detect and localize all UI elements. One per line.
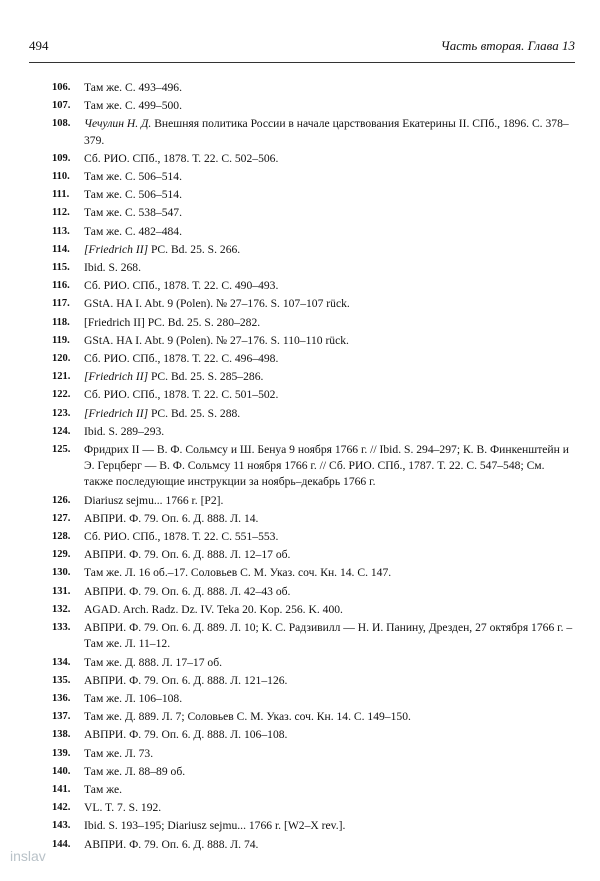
note-item xyxy=(52,387,576,403)
note-citation: GStA. HA I. Abt. 9 (Polen). № 27–176. S. 107–107 rück. xyxy=(84,297,350,311)
note-number: 119. xyxy=(52,334,70,346)
header-rule xyxy=(29,62,575,63)
note-item xyxy=(52,169,576,185)
note-item xyxy=(52,424,576,440)
note-number: 137. xyxy=(52,711,71,723)
note-text xyxy=(84,783,122,796)
note-author: [Friedrich II] xyxy=(84,242,149,256)
note-text xyxy=(84,225,182,238)
note-number: 128. xyxy=(52,531,71,543)
note-text xyxy=(84,334,349,347)
note-number: 107. xyxy=(52,100,71,112)
note-item xyxy=(52,673,576,689)
note-number: 138. xyxy=(52,729,71,741)
note-text xyxy=(84,425,164,438)
note-text xyxy=(84,261,141,274)
note-number: 106. xyxy=(52,82,71,93)
running-head: Часть вторая. Глава 13 xyxy=(440,38,575,53)
note-text xyxy=(84,747,153,760)
note-item xyxy=(52,837,576,853)
note-number: 114. xyxy=(52,243,70,255)
note-item xyxy=(52,709,576,725)
note-text xyxy=(84,585,290,598)
note-text xyxy=(84,99,182,112)
note-item xyxy=(52,782,576,798)
note-citation: АВПРИ. Ф. 79. Оп. 6. Д. 888. Л. 74. xyxy=(84,837,259,851)
note-item xyxy=(52,80,576,96)
notes-list xyxy=(52,80,576,855)
note-number: 144. xyxy=(52,838,71,850)
note-item xyxy=(52,187,576,203)
note-citation: Ibid. S. 193–195; Diariusz sejmu... 1766 r. [W2–X rev.]. xyxy=(84,819,346,833)
note-text xyxy=(84,279,278,292)
note-citation: [Friedrich II] PC. Bd. 25. S. 280–282. xyxy=(84,315,261,329)
note-citation: Там же. xyxy=(84,782,123,796)
note-number: 133. xyxy=(52,622,71,634)
note-author: [Friedrich II] xyxy=(84,406,149,420)
note-citation: Там же. Д. 888. Л. 17–17 об. xyxy=(84,655,223,669)
note-number: 115. xyxy=(52,262,70,274)
note-text xyxy=(84,443,569,488)
note-text xyxy=(84,352,278,365)
note-text xyxy=(84,530,278,543)
note-item xyxy=(52,529,576,545)
note-text xyxy=(84,152,278,165)
note-citation: Сб. РИО. СПб., 1878. Т. 22. С. 490–493. xyxy=(84,279,279,293)
note-item xyxy=(52,442,576,491)
note-citation: АВПРИ. Ф. 79. Оп. 6. Д. 888. Л. 106–108. xyxy=(84,728,288,742)
note-number: 108. xyxy=(52,118,71,130)
note-number: 142. xyxy=(52,802,71,814)
note-number: 139. xyxy=(52,747,71,759)
note-citation: АВПРИ. Ф. 79. Оп. 6. Д. 888. Л. 14. xyxy=(84,511,259,525)
note-citation: АВПРИ. Ф. 79. Оп. 6. Д. 888. Л. 42–43 об. xyxy=(84,584,291,598)
note-number: 116. xyxy=(52,280,70,292)
note-citation: PC. Bd. 25. S. 285–286. xyxy=(148,370,264,384)
note-citation: PC. Bd. 25. S. 266. xyxy=(148,242,241,256)
note-number: 132. xyxy=(52,603,71,615)
note-citation: Сб. РИО. СПб., 1878. Т. 22. С. 496–498. xyxy=(84,352,279,366)
note-text xyxy=(84,621,572,650)
note-citation: АВПРИ. Ф. 79. Оп. 6. Д. 888. Л. 121–126. xyxy=(84,673,288,687)
note-item xyxy=(52,351,576,367)
note-item xyxy=(52,547,576,563)
note-item xyxy=(52,746,576,762)
page-number: 494 xyxy=(29,38,49,53)
note-number: 135. xyxy=(52,674,71,686)
note-number: 124. xyxy=(52,425,71,437)
note-citation: Ibid. S. 289–293. xyxy=(84,424,165,438)
note-item xyxy=(52,333,576,349)
note-item xyxy=(52,602,576,618)
note-item xyxy=(52,620,576,652)
note-text xyxy=(84,710,411,723)
note-citation: Там же. С. 493–496. xyxy=(84,81,182,94)
note-item xyxy=(52,565,576,581)
note-text xyxy=(84,566,391,579)
note-citation: Там же. Л. 16 об.–17. Соловьев С. М. Указ. соч. Кн. 14. С. 147. xyxy=(84,566,392,580)
note-text xyxy=(84,170,182,183)
note-number: 122. xyxy=(52,389,71,401)
note-text xyxy=(84,838,258,851)
note-citation: Diariusz sejmu... 1766 r. [P2]. xyxy=(84,493,224,507)
note-citation: Ibid. S. 268. xyxy=(84,261,142,275)
note-citation: Внешняя политика России в начале царствования Екатерины II. СПб., 1896. С. 378–379. xyxy=(84,117,569,147)
note-citation: Там же. С. 538–547. xyxy=(84,206,182,220)
note-number: 143. xyxy=(52,820,71,832)
note-citation: АВПРИ. Ф. 79. Оп. 6. Д. 888. Л. 12–17 об. xyxy=(84,548,291,562)
note-citation: Сб. РИО. СПб., 1878. Т. 22. С. 502–506. xyxy=(84,151,279,165)
note-number: 113. xyxy=(52,225,70,237)
note-item xyxy=(52,242,576,258)
note-text xyxy=(84,243,240,256)
note-number: 123. xyxy=(52,407,71,419)
note-number: 121. xyxy=(52,371,71,383)
note-number: 112. xyxy=(52,207,70,219)
note-text xyxy=(84,674,287,687)
note-citation: Там же. Л. 106–108. xyxy=(84,691,183,705)
note-number: 136. xyxy=(52,692,71,704)
note-citation: PC. Bd. 25. S. 288. xyxy=(148,406,241,420)
note-item xyxy=(52,584,576,600)
note-text xyxy=(84,407,240,420)
note-item xyxy=(52,406,576,422)
note-text xyxy=(84,388,278,401)
note-number: 126. xyxy=(52,494,71,506)
note-item xyxy=(52,296,576,312)
note-number: 109. xyxy=(52,152,71,164)
note-text xyxy=(84,206,182,219)
note-text xyxy=(84,188,182,201)
note-citation: Сб. РИО. СПб., 1878. Т. 22. С. 501–502. xyxy=(84,388,279,402)
note-citation: VL. T. 7. S. 192. xyxy=(84,801,162,815)
note-citation: АВПРИ. Ф. 79. Оп. 6. Д. 889. Л. 10; К. С. Радзивилл — Н. И. Панину, Дрезден, 27 октября 1766 г. – Там же. Л. 11–12. xyxy=(84,621,573,651)
note-number: 131. xyxy=(52,585,71,597)
note-text xyxy=(84,548,290,561)
note-citation: Там же. Л. 88–89 об. xyxy=(84,764,186,778)
note-number: 134. xyxy=(52,656,71,668)
note-text xyxy=(84,297,350,310)
note-item xyxy=(52,369,576,385)
note-item xyxy=(52,691,576,707)
note-item xyxy=(52,260,576,276)
note-author: [Friedrich II] xyxy=(84,370,149,384)
note-citation: Там же. С. 506–514. xyxy=(84,188,182,202)
note-number: 129. xyxy=(52,549,71,561)
note-item xyxy=(52,98,576,114)
note-item xyxy=(52,224,576,240)
note-citation: Там же. Л. 73. xyxy=(84,746,154,760)
note-item xyxy=(52,764,576,780)
note-item xyxy=(52,818,576,834)
note-number: 127. xyxy=(52,512,71,524)
note-text xyxy=(84,801,161,814)
note-text xyxy=(84,819,345,832)
note-text xyxy=(84,692,182,705)
note-text xyxy=(84,656,222,669)
note-number: 125. xyxy=(52,444,71,456)
note-text xyxy=(84,603,343,616)
note-text xyxy=(84,81,182,94)
note-item xyxy=(52,511,576,527)
note-citation: Там же. С. 506–514. xyxy=(84,170,182,184)
note-citation: Сб. РИО. СПб., 1878. Т. 22. С. 551–553. xyxy=(84,530,279,544)
note-item xyxy=(52,205,576,221)
note-author: Чечулин Н. Д. xyxy=(84,117,152,131)
note-number: 117. xyxy=(52,298,70,310)
note-text xyxy=(84,316,260,329)
note-text xyxy=(84,370,263,383)
note-item xyxy=(52,727,576,743)
watermark-text: inslav xyxy=(10,848,46,864)
note-text xyxy=(84,117,569,146)
page-header xyxy=(29,38,575,58)
note-item xyxy=(52,151,576,167)
note-text xyxy=(84,494,223,507)
note-number: 130. xyxy=(52,567,71,579)
note-item xyxy=(52,493,576,509)
note-text xyxy=(84,765,185,778)
note-citation: AGAD. Arch. Radz. Dz. IV. Teka 20. Kop. 256. K. 400. xyxy=(84,602,343,616)
note-citation: Там же. С. 482–484. xyxy=(84,224,182,238)
note-citation: Там же. С. 499–500. xyxy=(84,99,182,113)
note-item xyxy=(52,800,576,816)
note-citation: Фридрих II — В. Ф. Сольмсу и Ш. Бенуа 9 ноября 1766 г. // Ibid. S. 294–297; К. В. Финкенштейн и Э. Герцберг — В. Ф. Сольмсу 11 ноября 1766 г. // Сб. РИО. СПб., 1787. Т. 22. С. 547–548; См. также последующие инструкции за ноябрь–декабрь 1766 г. xyxy=(84,443,569,489)
note-item xyxy=(52,116,576,148)
note-text xyxy=(84,512,258,525)
note-number: 111. xyxy=(52,189,70,201)
note-number: 140. xyxy=(52,765,71,777)
note-text xyxy=(84,728,287,741)
note-item xyxy=(52,655,576,671)
note-citation: Там же. Д. 889. Л. 7; Соловьев С. М. Указ. соч. Кн. 14. С. 149–150. xyxy=(84,710,411,724)
note-item xyxy=(52,315,576,331)
note-citation: GStA. HA I. Abt. 9 (Polen). № 27–176. S. 110–110 rück. xyxy=(84,333,349,347)
note-number: 110. xyxy=(52,171,70,183)
note-number: 120. xyxy=(52,353,71,365)
note-number: 141. xyxy=(52,783,71,795)
note-item xyxy=(52,278,576,294)
note-number: 118. xyxy=(52,316,70,328)
